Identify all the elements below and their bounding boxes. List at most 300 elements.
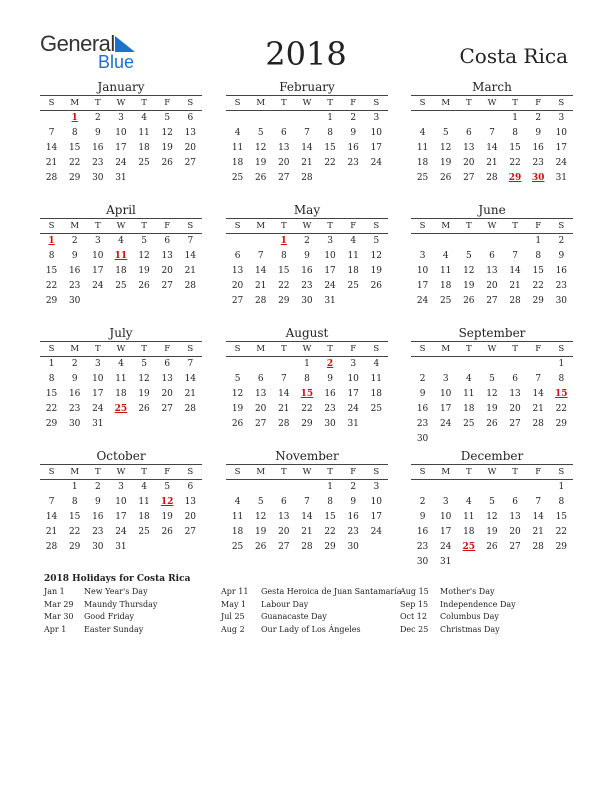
day-cell: 16 (68, 266, 81, 276)
weekday-label: S (373, 467, 380, 477)
day-cell: 4 (141, 113, 147, 123)
day-cell: 15 (45, 266, 58, 276)
day-cell: 22 (45, 404, 58, 414)
weekday-label: F (535, 221, 542, 231)
day-cell: 7 (535, 374, 542, 384)
weekday-header (226, 465, 388, 480)
day-cell: 10 (92, 374, 104, 384)
empty-day-cell (434, 432, 457, 447)
empty-day-cell (226, 111, 249, 126)
day-cell: 9 (71, 374, 78, 384)
day-cell: 24 (439, 542, 452, 552)
week-row (40, 156, 202, 171)
day-cell: 27 (161, 281, 173, 291)
weekday-label: S (558, 221, 565, 231)
week-row (226, 402, 388, 417)
day-cell: 28 (486, 173, 498, 183)
day-cell: 11 (231, 143, 244, 153)
day-cell: 11 (347, 251, 359, 261)
day-cell: 26 (486, 542, 498, 552)
empty-day-cell (133, 417, 156, 432)
day-cell: 5 (257, 128, 264, 138)
day-cell: 23 (555, 281, 568, 291)
day-cell: 20 (161, 266, 173, 276)
day-cell: 9 (94, 497, 101, 507)
day-cell: 24 (115, 158, 127, 168)
day-cell: 15 (324, 143, 336, 153)
day-cell: 30 (324, 419, 336, 429)
week-row (40, 171, 202, 186)
holiday-day-cell: 15 (300, 389, 314, 399)
day-cell: 16 (555, 266, 568, 276)
day-cell: 30 (416, 434, 429, 444)
day-cell: 20 (184, 512, 197, 522)
day-cell: 25 (231, 542, 244, 552)
day-cell: 9 (419, 389, 426, 399)
day-cell: 20 (184, 143, 197, 153)
week-row (40, 372, 202, 387)
empty-day-cell (226, 357, 249, 372)
empty-day-cell (434, 480, 457, 495)
weekday-label: W (302, 221, 312, 231)
day-cell: 3 (94, 359, 101, 369)
weekday-label: T (280, 467, 287, 477)
weekday-label: T (327, 467, 333, 477)
week-row (226, 141, 388, 156)
weekday-label: F (535, 467, 542, 477)
weekday-label: T (327, 221, 333, 231)
calendar-year-title: 2018 (265, 35, 347, 73)
day-cell: 17 (324, 266, 336, 276)
day-cell: 31 (555, 173, 568, 183)
day-cell: 18 (347, 266, 359, 276)
weekday-label: W (487, 221, 497, 231)
day-cell: 21 (532, 404, 544, 414)
day-cell: 22 (509, 158, 521, 168)
weekday-label: T (141, 344, 147, 354)
day-cell: 19 (254, 527, 267, 537)
day-cell: 14 (45, 512, 58, 522)
empty-day-cell (457, 234, 480, 249)
day-cell: 7 (304, 128, 310, 138)
day-cell: 7 (489, 128, 495, 138)
weekday-label: M (256, 98, 266, 108)
week-row (411, 495, 573, 510)
day-cell: 2 (419, 497, 426, 507)
day-cell: 11 (231, 512, 244, 522)
weekday-label: W (302, 467, 312, 477)
day-cell: 22 (555, 404, 568, 414)
empty-day-cell (342, 171, 365, 186)
day-cell: 20 (463, 158, 475, 168)
day-cell: 10 (416, 266, 429, 276)
day-cell: 10 (370, 497, 383, 507)
day-cell: 13 (509, 389, 521, 399)
month-title: August (285, 326, 329, 340)
day-cell: 17 (115, 143, 127, 153)
week-row (411, 294, 573, 309)
empty-day-cell (226, 480, 249, 495)
empty-day-cell (179, 171, 202, 186)
holiday-name: Christmas Day (440, 624, 500, 634)
empty-day-cell (249, 357, 272, 372)
day-cell: 19 (254, 158, 267, 168)
holiday-day-cell: 29 (508, 173, 522, 183)
empty-day-cell (319, 171, 342, 186)
day-cell: 2 (94, 113, 101, 123)
weekday-label: M (256, 221, 266, 231)
week-row (226, 525, 388, 540)
week-row (40, 387, 202, 402)
day-cell: 1 (327, 482, 333, 492)
day-cell: 19 (161, 512, 173, 522)
week-row (411, 372, 573, 387)
empty-day-cell (40, 480, 63, 495)
day-cell: 25 (115, 281, 127, 291)
holiday-name: New Year's Day (84, 587, 148, 596)
weekday-label: S (373, 98, 380, 108)
day-cell: 11 (115, 374, 127, 384)
month-september (411, 325, 573, 447)
month-title: February (279, 80, 335, 94)
day-cell: 8 (512, 128, 518, 138)
weekday-label: F (164, 344, 171, 354)
week-row (226, 264, 388, 279)
weekday-label: F (535, 98, 542, 108)
weekday-header (40, 342, 202, 357)
day-cell: 8 (71, 128, 78, 138)
day-cell: 29 (301, 419, 313, 429)
day-cell: 7 (512, 251, 518, 261)
empty-day-cell (504, 234, 527, 249)
empty-day-cell (457, 111, 480, 126)
week-row (40, 510, 202, 525)
day-cell: 24 (92, 404, 104, 414)
day-cell: 31 (115, 542, 127, 552)
month-october (40, 448, 202, 555)
month-title: March (472, 80, 512, 94)
day-cell: 25 (138, 158, 150, 168)
day-cell: 8 (558, 497, 565, 507)
day-cell: 18 (463, 404, 475, 414)
empty-day-cell (272, 357, 295, 372)
day-cell: 25 (416, 173, 429, 183)
day-cell: 3 (442, 374, 449, 384)
day-cell: 22 (278, 281, 290, 291)
day-cell: 9 (94, 128, 101, 138)
week-row (226, 372, 388, 387)
day-cell: 6 (187, 113, 194, 123)
empty-day-cell (365, 171, 388, 186)
day-cell: 27 (509, 542, 521, 552)
weekday-header (411, 219, 573, 234)
day-cell: 16 (347, 143, 359, 153)
month-title: July (109, 326, 133, 340)
day-cell: 26 (138, 281, 150, 291)
weekday-label: S (187, 344, 194, 354)
week-row (411, 387, 573, 402)
holiday-date: May 1 (221, 599, 247, 609)
day-cell: 3 (558, 113, 565, 123)
weekday-header (411, 96, 573, 111)
day-cell: 1 (48, 359, 55, 369)
empty-day-cell (457, 357, 480, 372)
empty-day-cell (480, 555, 503, 570)
week-row (411, 402, 573, 417)
day-cell: 20 (254, 404, 267, 414)
weekday-label: S (558, 344, 565, 354)
day-cell: 29 (555, 542, 568, 552)
logo-text-blue: Blue (98, 52, 135, 72)
week-row (40, 111, 202, 126)
empty-day-cell (249, 234, 272, 249)
day-cell: 17 (370, 143, 383, 153)
empty-day-cell (457, 555, 480, 570)
holiday-date: Dec 25 (400, 624, 429, 634)
day-cell: 5 (489, 374, 495, 384)
weekday-label: T (512, 98, 518, 108)
week-row (40, 141, 202, 156)
empty-day-cell (504, 555, 527, 570)
holiday-date: Aug 2 (221, 624, 245, 634)
empty-day-cell (434, 357, 457, 372)
weekday-header (40, 96, 202, 111)
weekday-label: T (512, 467, 518, 477)
day-cell: 8 (535, 251, 542, 261)
weekday-label: W (487, 98, 497, 108)
day-cell: 4 (373, 359, 380, 369)
day-cell: 2 (71, 236, 78, 246)
day-cell: 3 (327, 236, 333, 246)
day-cell: 16 (416, 404, 429, 414)
day-cell: 18 (138, 143, 150, 153)
day-cell: 1 (71, 482, 78, 492)
day-cell: 2 (419, 374, 426, 384)
weekday-label: T (512, 221, 518, 231)
weekday-label: T (327, 98, 333, 108)
week-row (40, 234, 202, 249)
week-row (226, 171, 388, 186)
week-row (411, 111, 573, 126)
day-cell: 15 (532, 266, 544, 276)
empty-day-cell (365, 540, 388, 555)
empty-day-cell (527, 357, 550, 372)
month-july (40, 325, 202, 432)
day-cell: 5 (234, 374, 241, 384)
day-cell: 1 (558, 359, 565, 369)
day-cell: 22 (45, 281, 58, 291)
empty-day-cell (527, 555, 550, 570)
day-cell: 11 (416, 143, 429, 153)
month-title: November (275, 449, 339, 463)
weekday-label: S (419, 344, 426, 354)
day-cell: 4 (118, 236, 124, 246)
day-cell: 28 (301, 542, 313, 552)
weekday-label: T (465, 98, 472, 108)
weekday-label: T (280, 344, 287, 354)
day-cell: 18 (138, 512, 150, 522)
day-cell: 27 (161, 404, 173, 414)
month-title: January (97, 80, 145, 94)
month-title: June (478, 203, 506, 217)
country-name: Costa Rica (459, 44, 568, 68)
holiday-column (221, 586, 402, 636)
day-cell: 31 (115, 173, 127, 183)
weekday-label: T (465, 344, 472, 354)
weekday-label: F (535, 344, 542, 354)
weekday-label: T (94, 344, 101, 354)
day-cell: 27 (231, 296, 244, 306)
day-cell: 9 (558, 251, 565, 261)
holiday-date: Apr 11 (221, 587, 249, 596)
month-may (226, 202, 388, 309)
day-cell: 6 (280, 497, 287, 507)
day-cell: 11 (138, 128, 150, 138)
day-cell: 6 (512, 497, 518, 507)
day-cell: 22 (324, 158, 336, 168)
day-cell: 7 (535, 497, 542, 507)
holiday-entry (44, 611, 157, 624)
day-cell: 6 (465, 128, 472, 138)
day-cell: 10 (324, 251, 336, 261)
weekday-label: F (164, 467, 171, 477)
day-cell: 21 (509, 281, 521, 291)
weekday-label: W (116, 221, 126, 231)
day-cell: 16 (324, 389, 336, 399)
day-cell: 4 (234, 497, 241, 507)
day-cell: 27 (278, 173, 290, 183)
holiday-entry (44, 586, 157, 599)
day-cell: 27 (184, 158, 197, 168)
day-cell: 13 (161, 374, 173, 384)
day-cell: 18 (439, 281, 452, 291)
empty-day-cell (179, 294, 202, 309)
day-cell: 17 (416, 281, 429, 291)
holiday-name: Maundy Thursday (84, 599, 158, 609)
day-cell: 19 (231, 404, 244, 414)
day-cell: 24 (115, 527, 127, 537)
day-cell: 18 (370, 389, 383, 399)
day-cell: 20 (509, 527, 521, 537)
day-cell: 5 (164, 113, 171, 123)
day-cell: 10 (439, 389, 452, 399)
day-cell: 6 (234, 251, 241, 261)
logo-text-general: General (40, 31, 115, 56)
week-row (40, 357, 202, 372)
week-row (411, 510, 573, 525)
day-cell: 13 (278, 143, 290, 153)
week-row (40, 249, 202, 264)
week-row (411, 249, 573, 264)
weekday-label: F (164, 98, 171, 108)
day-cell: 20 (509, 404, 521, 414)
day-cell: 23 (68, 404, 81, 414)
empty-day-cell (480, 480, 503, 495)
holiday-column (44, 586, 157, 636)
day-cell: 30 (301, 296, 313, 306)
weekday-label: S (234, 467, 241, 477)
month-title: October (96, 449, 146, 463)
day-cell: 9 (535, 128, 542, 138)
week-row (226, 480, 388, 495)
day-cell: 21 (184, 389, 197, 399)
month-title: December (460, 449, 524, 463)
empty-day-cell (156, 540, 179, 555)
day-cell: 6 (164, 236, 171, 246)
day-cell: 9 (304, 251, 310, 261)
day-cell: 26 (486, 419, 498, 429)
day-cell: 29 (324, 542, 336, 552)
day-cell: 12 (486, 512, 498, 522)
weekday-label: S (419, 467, 426, 477)
day-cell: 21 (45, 527, 58, 537)
empty-day-cell (86, 294, 109, 309)
empty-day-cell (342, 294, 365, 309)
day-cell: 25 (231, 173, 244, 183)
day-cell: 27 (184, 527, 197, 537)
month-august (226, 325, 388, 432)
day-cell: 23 (92, 527, 104, 537)
day-cell: 8 (71, 497, 78, 507)
day-cell: 21 (278, 404, 290, 414)
weekday-label: S (187, 221, 194, 231)
day-cell: 12 (231, 389, 244, 399)
day-cell: 26 (161, 158, 173, 168)
day-cell: 7 (304, 497, 310, 507)
day-cell: 16 (92, 143, 104, 153)
empty-day-cell (480, 111, 503, 126)
weekday-label: W (487, 344, 497, 354)
day-cell: 14 (301, 512, 313, 522)
weekday-label: M (441, 221, 451, 231)
day-cell: 2 (304, 236, 310, 246)
month-june (411, 202, 573, 309)
day-cell: 2 (71, 359, 78, 369)
day-cell: 8 (280, 251, 287, 261)
day-cell: 1 (512, 113, 518, 123)
holiday-day-cell: 1 (48, 236, 55, 246)
holiday-name: Gesta Heroica de Juan Santamaría (261, 587, 402, 596)
empty-day-cell (109, 294, 132, 309)
weekday-label: T (141, 221, 147, 231)
day-cell: 7 (187, 236, 194, 246)
weekday-header (226, 219, 388, 234)
holiday-entry (221, 599, 402, 612)
day-cell: 4 (442, 251, 449, 261)
day-cell: 13 (486, 266, 498, 276)
empty-day-cell (156, 294, 179, 309)
empty-day-cell (40, 111, 63, 126)
month-title: September (458, 326, 526, 340)
day-cell: 21 (45, 158, 58, 168)
holiday-day-cell: 1 (280, 236, 287, 246)
weekday-label: T (94, 98, 101, 108)
weekday-label: T (465, 467, 472, 477)
month-march (411, 79, 573, 186)
week-row (226, 510, 388, 525)
day-cell: 6 (257, 374, 264, 384)
month-january (40, 79, 202, 186)
week-row (40, 264, 202, 279)
day-cell: 11 (463, 389, 475, 399)
empty-day-cell (156, 417, 179, 432)
holiday-name: Labour Day (261, 599, 309, 609)
day-cell: 13 (184, 497, 197, 507)
holiday-name: Columbus Day (440, 612, 499, 621)
holiday-name: Guanacaste Day (261, 612, 327, 621)
day-cell: 14 (45, 143, 58, 153)
empty-day-cell (504, 432, 527, 447)
